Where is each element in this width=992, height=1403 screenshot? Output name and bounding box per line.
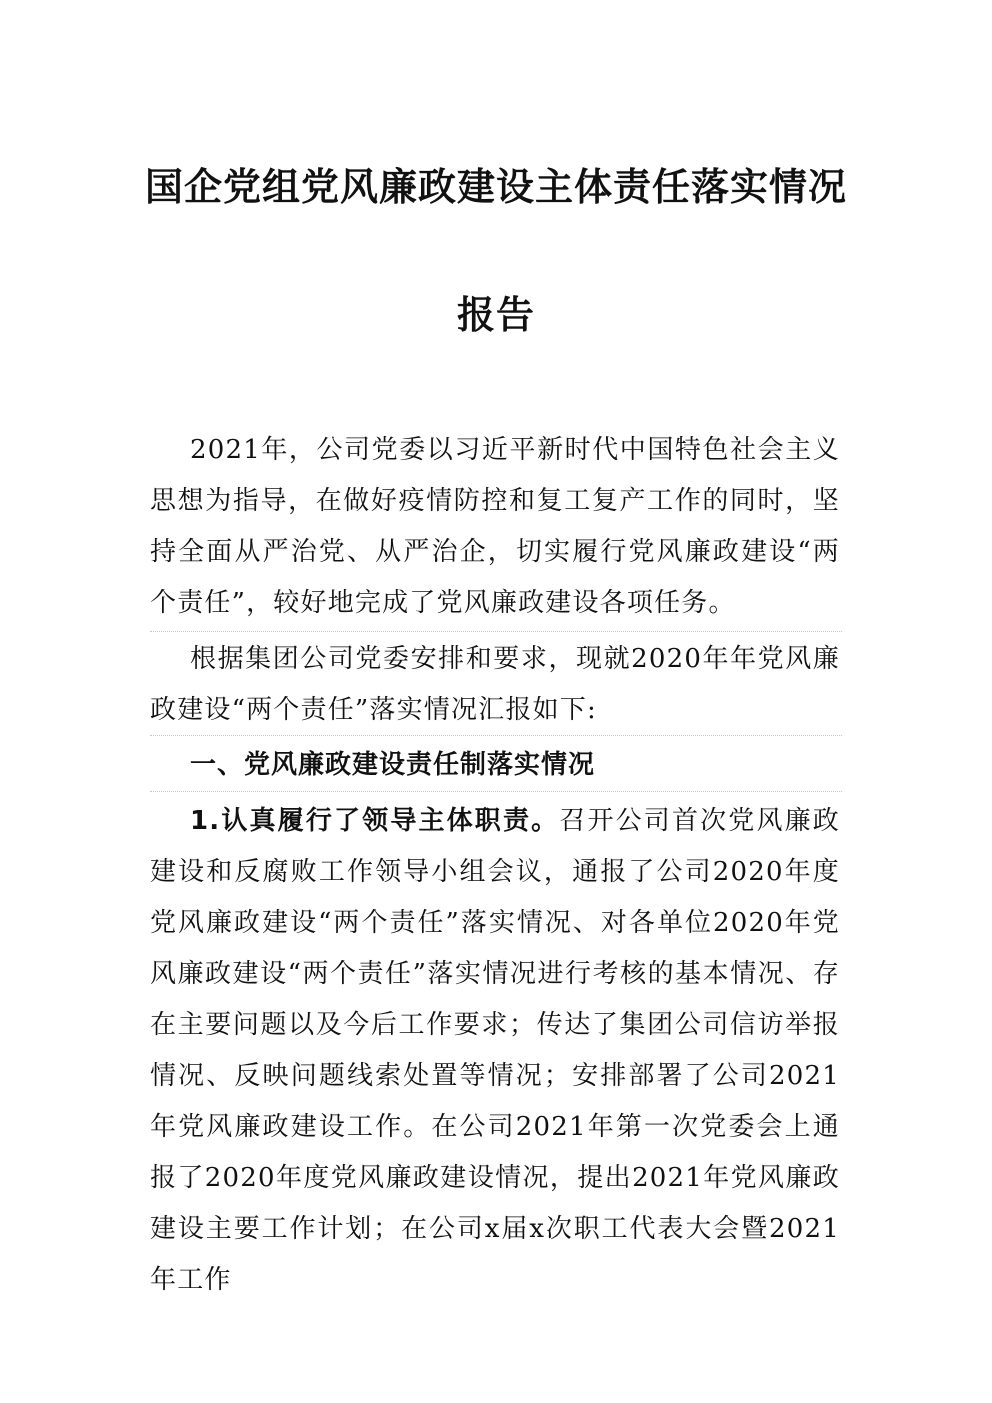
item-body: 召开公司首次党风廉政建设和反腐败工作领导小组会议，通报了公司2020年度党风廉政建设“两个责任”落实情况、对各单位2020年党风廉政建设“两个责任”落实情况进行考核的基本情况、存在主要问题以及今后工作要求；传达了集团公司信访举报情况、反映问题线索处置等情况；安排部署了公司2021年党风廉政建设工作。在公司2021年第一次党委会上通报了2020年度党风廉政建设情况，提出2021年党风廉政建设主要工作计划；在公司x届x次职工代表大会暨2021年工作 [150,806,840,1295]
section-heading: 一、党风廉政建设责任制落实情况 [190,750,596,780]
divider [150,791,842,792]
item-lead: 1.认真履行了领导主体职责。 [190,806,560,836]
intro-paragraph: 2021年，公司党委以习近平新时代中国特色社会主义思想为指导，在做好疫情防控和复工复产工作的同时，坚持全面从严治党、从严治企，切实履行党风廉政建设“两个责任”，较好地完成了党风廉政建设各项任务。 [150,435,840,618]
document-title-line-1: 国企党组党风廉政建设主体责任落实情况 [144,165,847,209]
divider [150,735,842,736]
report-paragraph: 根据集团公司党委安排和要求，现就2020年年党风廉政建设“两个责任”落实情况汇报如下: [150,644,840,725]
divider [150,631,842,632]
document-title-line-2: 报告 [456,293,535,337]
item-paragraph [150,796,840,1306]
